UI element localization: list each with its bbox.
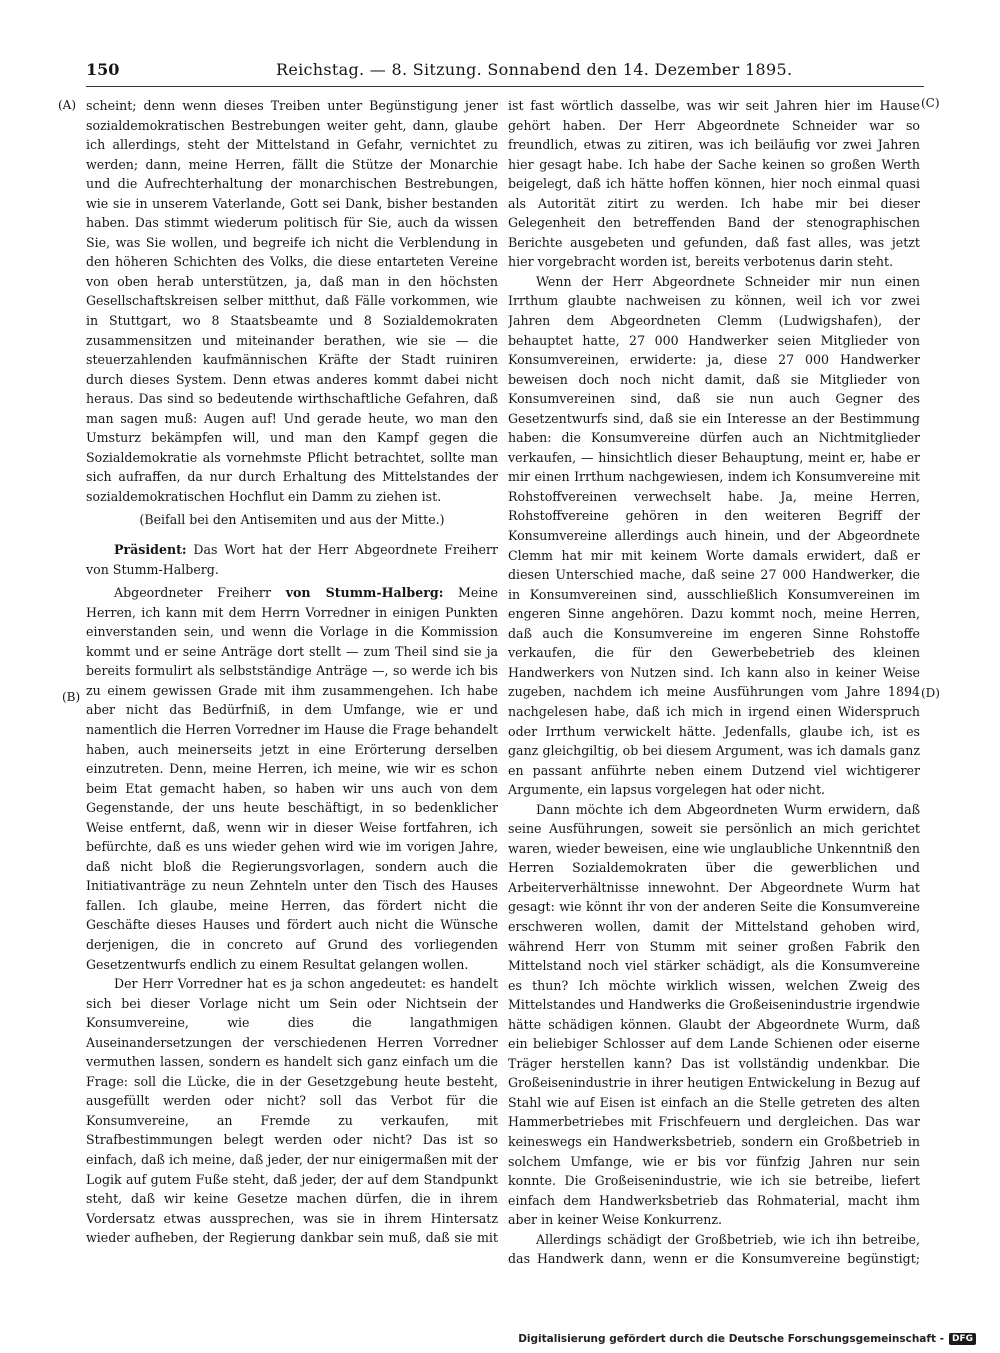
digitization-footer [518,1333,976,1345]
applause-note: (Beifall bei den Antisemiten und aus der Mitte.) [139,512,445,528]
right-paragraph-3: Dann möchte ich dem Abgeordneten Wurm erwidern, daß seine Ausführungen, soweit sie persönlich an mich gerichtet waren, wieder beweisen, eine wie unglaubliche Unkenntniß den Herren Sozialdemokraten über die gewerblichen und Arbeiterverhältnisse innewohnt. Der Abgeordnete Wurm hat gesagt: wie könnt ihr von der anderen Seite die Konsumvereine erschweren wollen, damit der Mittelstand gehoben wird, während Herr von Stumm mit seiner großen Fabrik den Mittelstand noch viel stärker schädigt, als die Konsumvereine es thun? Ich möchte wirklich wissen, welchen Zweig des Mittelstandes und Handwerks die Großeisenindustrie irgendwie hätte schädigen können. Glaubt der Abgeordnete Wurm, daß ein beliebiger Schlosser auf dem Lande Schienen oder eiserne Träger herstellen kann? Das ist vollständig undenkbar. Die Großeisenindustrie in ihrer heutigen Entwickelung in Bezug auf Stahl wie auf Eisen ist einfach an die Stelle getreten des alten Hammerbetriebes mit Frischfeuern und dergleichen. Das war keineswegs ein Handwerksbetrieb, sondern ein Großbetrieb in solchem Umfange, wie er bis vor fünfzig Jahren nur sein konnte. Die Großeisenindustrie, wie ich sie betreibe, liefert einfach dem Handwerksbetrieb das Rohmaterial, macht ihm aber in keiner Weise Konkurrenz. [508,801,920,1228]
right-paragraph-4: Allerdings schädigt der Großbetrieb, wie ich ihn betreibe, das Handwerk dann, wenn er die Konsumvereine begünstigt; [508,1231,920,1266]
president-text: Das Wort hat der Herr Abgeordnete Freiherr von Stumm-Halberg. [86,542,498,577]
page-number: 150 [86,60,120,79]
right-paragraph-2: Wenn der Herr Abgeordnete Schneider mir nun einen Irrthum glaubte nachweisen zu können, weil ich vor zwei Jahren dem Abgeordneten Clemm (Ludwigshafen), der behauptet hatte, 27 000 Handwerker seien Mitglieder von Konsumvereinen, erwiderte: ja, diese 27 000 Handwerker beweisen doch noch nicht damit, daß sie Mitglieder von Konsumvereinen sind, daß sie nun auch Gegner des Gesetzentwurfs sind, daß sie ein Interesse an der Bestimmung haben: die Konsumvereine dürfen auch an Nichtmitglieder verkaufen, — hinsichtlich dieser Behauptung, meint er, habe er mir einen Irrthum nachgewiesen, indem ich Konsumvereine mit Rohstoffvereinen verwechselt habe. Ja, meine Herren, Rohstoffvereine gehören in den weiteren Begriff der Konsumvereine allerdings auch hinein, und der Abgeordnete Clemm hat mir mit keinem Worte damals erwidert, daß er diesen Unterschied mache, daß seine 27 000 Handwerker, die in Konsumvereinen sind, ausschließlich Konsumvereinen im engeren Sinne angehören. Dazu kommt noch, meine Herren, daß auch die Konsumvereine im engeren Sinne Rohstoffe verkaufen, die für den Gewerbebetrieb des kleinen Handwerkers von Nutzen sind. Ich kann also in keiner Weise zugeben, nachdem ich meine Ausführungen vom Jahre 1894 nachgelesen habe, daß ich mich in irgend einen Widerspruch oder Irrthum verwickelt hätte. Jedenfalls, glaube ich, ist es ganz gleichgiltig, ob bei diesem Argument, was ich damals ganz en passant anführte neben einem Dutzend viel wichtigerer Argumente, ein lapsus vorgelegen hat oder nicht. [508,273,920,798]
page-header [86,58,924,86]
header-rule [86,86,924,87]
speaker-paragraph [86,583,498,974]
margin-mark-b: (B) [62,690,81,704]
speaker-name: von Stumm-Halberg: [285,585,444,601]
left-column [86,96,498,1246]
speaker-text: Meine Herren, ich kann mit dem Herrn Vorredner in einigen Punkten einverstanden sein, und wenn die Vorlage in die Kommission kommt und er seine Anträge dort stellt — zum Theil sind sie ja bereits formulirt als selbstständige Anträge —, so werde ich bis zu einem gewissen Grade mit ihm zusammengehen. Ich habe aber nicht das Bedürfniß, in dem Umfange, wie er und namentlich die Herren Vorredner im Hause die Frage behandelt haben, auch meinerseits jetzt in eine Erörterung derselben einzutreten. Denn, meine Herren, ich meine, wie wir es schon beim Etat gemacht haben, so haben wir uns auch von dem Gegenstande, der uns heute beschäftigt, in so bedenklicher Weise entfernt, daß, wenn wir in dieser Weise fortfahren, ich befürchte, daß es uns wieder gehen wird wie im vorigen Jahre, daß nicht bloß die Regierungsvorlagen, sondern auch die Initiativanträge zu neun Zehnteln unter den Tisch des Hauses fallen. Ich glaube, meine Herren, das fördert nicht die Geschäfte dieses Hauses und fördert auch nicht die Wünsche derjenigen, die in concreto auf Grund des vorliegenden Gesetzentwurfs endlich zu einem Resultat gelangen wollen. [86,585,498,972]
speaker-prefix: Abgeordneter Freiherr [114,585,286,601]
dfg-logo: DFG [949,1333,976,1345]
right-paragraph-1: ist fast wörtlich dasselbe, was wir seit Jahren hier im Hause gehört haben. Der Herr Abgeordnete Schneider war so freundlich, etwas zu zitiren, was ich beiläufig vor zwei Jahren hier gesagt habe. Ich habe der Sache keinen so großen Werth beigelegt, daß ich hätte hoffen können, hier noch einmal quasi als Autorität zitirt zu werden. Ich habe mir bei dieser Gelegenheit den betreffenden Band der stenographischen Berichte ausgebeten und gefunden, daß fast alles, was jetzt hier vorgebracht worden ist, bereits verbotenus darin steht. [508,98,920,270]
margin-mark-a: (A) [58,98,77,112]
running-head: Reichstag. — 8. Sitzung. Sonnabend den 14. Dezember 1895. [276,60,793,79]
left-paragraph-3: Der Herr Vorredner hat es ja schon angedeutet: es handelt sich bei dieser Vorlage nicht um Sein oder Nichtsein der Konsumvereine, wie dies die langathmigen Auseinandersetzungen der verschiedenen Herren Vorredner vermuthen lassen, sondern es handelt sich ganz einfach um die Frage: soll die Lücke, die in der Gesetzgebung heute besteht, ausgefüllt werden oder nicht? soll das Verbot für die Konsumvereine, an Fremde zu verkaufen, mit Strafbestimmungen belegt werden oder nicht? Das ist so einfach, daß ich meine, daß jeder, der nur einigermaßen mit der Logik auf gutem Fuße steht, daß jeder, der auf dem Standpunkt steht, daß wir keine Gesetze machen dürfen, die in ihrem Vordersatz etwas aussprechen, was sie in ihrem Hintersatz wieder aufheben, der Regierung dankbar sein muß, daß sie mit [86,976,498,1246]
margin-mark-c: (C) [921,96,940,110]
right-column [508,96,920,1266]
footer-text: Digitalisierung gefördert durch die Deutsche Forschungsgemeinschaft - [518,1333,944,1345]
left-paragraph-1: scheint; denn wenn dieses Treiben unter Begünstigung jener sozialdemokratischen Bestrebungen weiter geht, dann, glaube ich allerdings, steht der Mittelstand in Gefahr, vernichtet zu werden; dann, meine Herren, fällt die Stütze der Monarchie und die Aufrechterhaltung der monarchischen Bestrebungen, wie sie in unserem Vaterlande, Gott sei Dank, bisher bestanden haben. Das stimmt wiederum politisch für Sie, auch da wissen Sie, was Sie wollen, und begreife ich nicht die Verblendung in den höheren Schichten des Volks, die diese entarteten Vereine von oben herab unterstützen, ja, daß man in den höchsten Gesellschaftskreisen selber mitthut, daß Fälle vorkommen, wie in Stuttgart, wo 8 Staatsbeamte und 8 Sozialdemokraten zusammensitzen und miteinander berathen, wie sie — die steuerzahlenden kaufmännischen Kräfte der Stadt ruiniren durch dieses System. Denn etwas anderes kommt dabei nicht heraus. Das sind so bedeutende wirthschaftliche Gefahren, daß man sagen muß: Augen auf! Und gerade heute, wo man den Umsturz bekämpfen will, und man den Kampf gegen die Sozialdemokratie als vornehmste Pflicht betrachtet, sollte man sich aufraffen, da nur durch Erhaltung des Mittelstandes der sozialdemokratischen Hochflut ein Damm zu ziehen ist. [86,98,498,504]
president-label: Präsident: [114,542,187,558]
margin-mark-d: (D) [921,686,940,700]
president-paragraph [86,540,498,579]
